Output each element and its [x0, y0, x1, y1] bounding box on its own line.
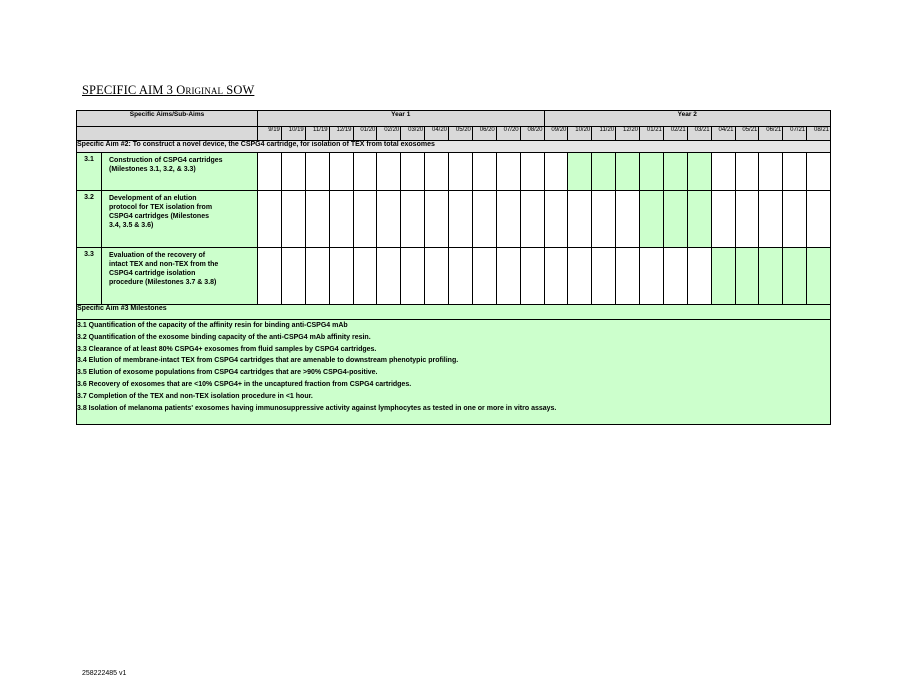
- task-description-line: protocol for TEX isolation from: [109, 204, 213, 211]
- task-description-line: Evaluation of the recovery of: [109, 252, 206, 259]
- task-description-line: 3.4, 3.5 & 3.6): [109, 222, 154, 229]
- gantt-cell: [353, 191, 377, 248]
- gantt-cell: [520, 191, 544, 248]
- task-row: [77, 153, 831, 191]
- gantt-cell: [544, 248, 568, 305]
- month-header: 11/19: [305, 127, 329, 141]
- gantt-cell: [687, 248, 711, 305]
- gantt-cell: [305, 248, 329, 305]
- gantt-cell: [281, 191, 305, 248]
- task-description: [102, 248, 258, 305]
- milestones-title: Specific Aim #3 Milestones: [77, 305, 831, 320]
- gantt-cell: [425, 153, 449, 191]
- gantt-cell-active: [616, 153, 640, 191]
- gantt-cell: [377, 153, 401, 191]
- month-header: 05/20: [449, 127, 473, 141]
- gantt-cell: [401, 248, 425, 305]
- month-header: 06/21: [759, 127, 783, 141]
- gantt-cell: [472, 153, 496, 191]
- gantt-cell: [568, 191, 592, 248]
- gantt-cell-active: [759, 248, 783, 305]
- gantt-cell: [592, 191, 616, 248]
- milestone-item: 3.2 Quantification of the exosome binding capacity of the anti-CSPG4 mAb affinity resin.: [77, 333, 371, 341]
- gantt-cell-active: [663, 153, 687, 191]
- task-description-line: CSPG4 cartridge isolation: [109, 270, 196, 277]
- task-description-line: intact TEX and non-TEX from the: [109, 261, 219, 268]
- task-number: 3.3: [77, 248, 102, 305]
- gantt-cell-active: [783, 248, 807, 305]
- aim-title: Specific Aim #2: To construct a novel device, the CSPG4 cartridge, for isolation of TEX from total exosomes: [77, 141, 831, 153]
- milestone-item: 3.3 Clearance of at least 80% CSPG4+ exosomes from fluid samples by CSPG4 cartridges.: [77, 345, 377, 353]
- gantt-cell-active: [711, 248, 735, 305]
- gantt-cell: [496, 191, 520, 248]
- gantt-cell-active: [640, 153, 664, 191]
- gantt-cell: [353, 248, 377, 305]
- gantt-cell-active: [568, 153, 592, 191]
- gantt-cell: [592, 248, 616, 305]
- gantt-cell: [281, 248, 305, 305]
- gantt-cell: [329, 248, 353, 305]
- gantt-cell: [568, 248, 592, 305]
- gantt-cell: [759, 153, 783, 191]
- gantt-cell: [401, 191, 425, 248]
- month-header: 08/20: [520, 127, 544, 141]
- year1-header: Year 1: [258, 111, 545, 127]
- month-header: 10/19: [281, 127, 305, 141]
- gantt-cell: [807, 153, 831, 191]
- milestones-body-row: [77, 320, 831, 425]
- gantt-cell: [496, 153, 520, 191]
- header-row-months: [77, 127, 831, 141]
- gantt-cell: [472, 191, 496, 248]
- gantt-cell: [616, 248, 640, 305]
- month-header: 01/21: [640, 127, 664, 141]
- month-header: 9/19: [258, 127, 282, 141]
- month-header: 02/20: [377, 127, 401, 141]
- task-description-line: Development of an elution: [109, 195, 197, 202]
- header-row-years: [77, 111, 831, 127]
- month-header: 09/20: [544, 127, 568, 141]
- task-row: [77, 191, 831, 248]
- gantt-cell-active: [640, 191, 664, 248]
- gantt-cell: [258, 191, 282, 248]
- month-header: 03/21: [687, 127, 711, 141]
- month-header: 05/21: [735, 127, 759, 141]
- gantt-cell: [735, 191, 759, 248]
- milestone-item: 3.5 Elution of exosome populations from CSPG4 cartridges that are >90% CSPG4-positive.: [77, 369, 378, 377]
- gantt-cell: [520, 153, 544, 191]
- task-row: [77, 248, 831, 305]
- gantt-cell-active: [663, 191, 687, 248]
- gantt-cell: [449, 191, 473, 248]
- gantt-cell: [711, 153, 735, 191]
- gantt-cell: [329, 191, 353, 248]
- gantt-cell: [353, 153, 377, 191]
- gantt-cell-active: [807, 248, 831, 305]
- task-number: 3.2: [77, 191, 102, 248]
- gantt-cell: [425, 248, 449, 305]
- gantt-cell: [305, 191, 329, 248]
- gantt-cell: [377, 248, 401, 305]
- task-description-line: (Milestones 3.1, 3.2, & 3.3): [109, 166, 196, 173]
- month-header: 03/20: [401, 127, 425, 141]
- document-title: [82, 83, 254, 98]
- task-description: [102, 191, 258, 248]
- gantt-cell: [544, 153, 568, 191]
- gantt-cell: [449, 153, 473, 191]
- gantt-cell: [425, 191, 449, 248]
- gantt-cell: [377, 191, 401, 248]
- gantt-cell: [520, 248, 544, 305]
- title-suffix: SOW: [223, 83, 255, 97]
- aims-column-header: Specific Aims/Sub-Aims: [77, 111, 258, 127]
- task-description: [102, 153, 258, 191]
- gantt-cell: [640, 248, 664, 305]
- gantt-cell-active: [735, 248, 759, 305]
- gantt-cell: [663, 248, 687, 305]
- month-header: 12/19: [329, 127, 353, 141]
- title-prefix: SPECIFIC AIM 3: [82, 83, 177, 97]
- gantt-cell: [783, 191, 807, 248]
- title-small-caps: Original: [176, 83, 224, 97]
- aim-title-row: [77, 141, 831, 153]
- milestone-item: 3.7 Completion of the TEX and non-TEX isolation procedure in <1 hour.: [77, 392, 313, 400]
- gantt-cell: [735, 153, 759, 191]
- gantt-cell-active: [687, 153, 711, 191]
- gantt-cell: [616, 191, 640, 248]
- task-description-line: procedure (Milestones 3.7 & 3.8): [109, 279, 217, 286]
- task-number: 3.1: [77, 153, 102, 191]
- milestone-item: 3.1 Quantification of the capacity of the affinity resin for binding anti-CSPG4 mAb: [77, 322, 348, 329]
- milestones-list: [77, 320, 831, 425]
- milestone-item: 3.4 Elution of membrane-intact TEX from CSPG4 cartridges that are amenable to downstream phenotypic profiling.: [77, 357, 459, 365]
- month-header: 11/20: [592, 127, 616, 141]
- milestone-item: 3.6 Recovery of exosomes that are <10% CSPG4+ in the uncaptured fraction from CSPG4 cartridges.: [77, 380, 412, 388]
- gantt-cell: [544, 191, 568, 248]
- task-description-line: Construction of CSPG4 cartridges: [109, 157, 223, 164]
- month-header: 04/20: [425, 127, 449, 141]
- gantt-cell: [258, 153, 282, 191]
- sow-table: [76, 110, 831, 425]
- month-header: 07/20: [496, 127, 520, 141]
- month-header: 02/21: [663, 127, 687, 141]
- month-header: 10/20: [568, 127, 592, 141]
- month-header: 08/21: [807, 127, 831, 141]
- gantt-cell: [496, 248, 520, 305]
- gantt-cell: [472, 248, 496, 305]
- gantt-cell: [305, 153, 329, 191]
- gantt-cell: [759, 191, 783, 248]
- task-description-line: CSPG4 cartridges (Milestones: [109, 213, 209, 220]
- gantt-cell: [281, 153, 305, 191]
- gantt-cell-active: [687, 191, 711, 248]
- gantt-cell: [329, 153, 353, 191]
- month-row-blank: [77, 127, 258, 141]
- milestones-header-row: [77, 305, 831, 320]
- gantt-cell: [783, 153, 807, 191]
- month-header: 04/21: [711, 127, 735, 141]
- gantt-cell-active: [592, 153, 616, 191]
- month-header: 01/20: [353, 127, 377, 141]
- month-header: 12/20: [616, 127, 640, 141]
- year2-header: Year 2: [544, 111, 831, 127]
- milestone-item: 3.8 Isolation of melanoma patients' exosomes having immunosuppressive activity against lymphocytes as tested in one or more in vitro assays.: [77, 404, 557, 412]
- gantt-cell: [449, 248, 473, 305]
- month-header: 06/20: [472, 127, 496, 141]
- document-footer: 258222485 v1: [82, 670, 127, 677]
- gantt-cell: [401, 153, 425, 191]
- gantt-cell: [807, 191, 831, 248]
- gantt-cell: [711, 191, 735, 248]
- gantt-cell: [258, 248, 282, 305]
- month-header: 07/21: [783, 127, 807, 141]
